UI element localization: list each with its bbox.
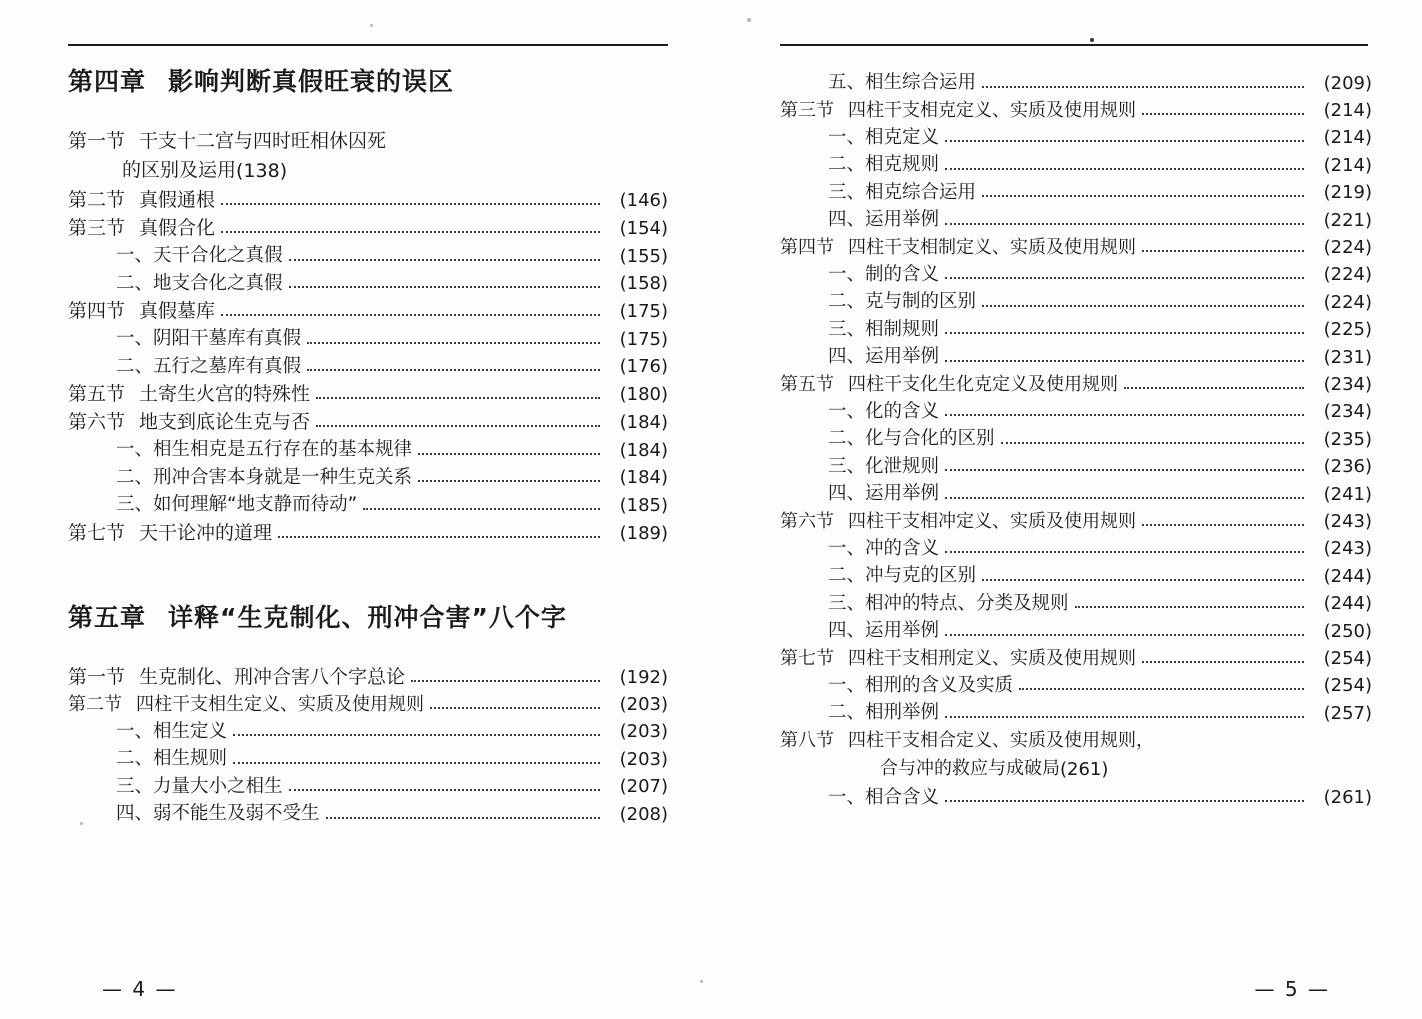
leader-dots xyxy=(289,258,600,261)
toc-entry[interactable] xyxy=(780,126,1372,148)
toc-entry[interactable] xyxy=(780,263,1372,285)
toc-page-number: (185) xyxy=(619,494,668,516)
toc-page-number: (236) xyxy=(1323,456,1372,477)
toc-entry-label: 一、相生相克是五行存在的基本规律 xyxy=(116,439,413,460)
toc-entry-label: 三、相克综合运用 xyxy=(828,181,977,203)
leader-dots xyxy=(316,396,600,399)
leader-dots xyxy=(1142,660,1304,663)
toc-entry-label: 二、克与制的区别 xyxy=(828,291,977,312)
toc-entry[interactable] xyxy=(68,693,668,715)
toc-entry-label: 三、化泄规则 xyxy=(828,455,940,477)
toc-entry-label: 第四节 真假墓库 xyxy=(68,300,216,322)
leader-dots xyxy=(982,578,1304,581)
toc-entry[interactable] xyxy=(780,704,1372,723)
toc-entry[interactable] xyxy=(780,786,1372,808)
toc-entry[interactable] xyxy=(68,521,668,544)
toc-entry[interactable] xyxy=(780,181,1372,203)
chapter-title-text: 影响判断真假旺衰的误区 xyxy=(168,67,455,96)
leader-dots xyxy=(363,507,600,510)
chapter-heading-4 xyxy=(68,62,668,98)
toc-entry-continuation[interactable] xyxy=(68,155,668,182)
toc-page-number: (203) xyxy=(619,748,668,770)
toc-entry[interactable] xyxy=(68,775,668,797)
toc-entry-label: 第五节 土寄生火宫的特殊性 xyxy=(68,383,311,405)
toc-page-number: (184) xyxy=(619,439,668,461)
toc-page-number: (203) xyxy=(619,721,668,742)
toc-entry-label: 第七节 天干论冲的道理 xyxy=(68,521,273,544)
toc-page-number: (175) xyxy=(619,301,668,322)
leader-dots xyxy=(945,633,1304,636)
leader-dots xyxy=(289,285,600,288)
toc-page-number: (154) xyxy=(619,218,668,239)
toc-page-number: (138) xyxy=(236,160,288,182)
leader-dots xyxy=(945,550,1304,553)
toc-list-left xyxy=(68,132,668,543)
right-page xyxy=(760,0,1390,1019)
header-rule-left xyxy=(68,44,668,46)
toc-page-number: (214) xyxy=(1323,154,1372,176)
toc-entry-label: 三、力量大小之相生 xyxy=(116,775,283,797)
toc-entry[interactable] xyxy=(780,236,1372,258)
toc-entry-label: 二、相刑举例 xyxy=(828,702,940,723)
leader-dots xyxy=(945,413,1304,416)
toc-entry-label: 第六节 地支到底论生克与否 xyxy=(68,411,311,433)
toc-entry-label: 合与冲的救应与成破局 xyxy=(880,757,1060,779)
toc-page-number: (203) xyxy=(619,693,668,715)
toc-entry-label: 二、相克规则 xyxy=(828,154,940,175)
toc-entry[interactable] xyxy=(780,74,1372,93)
toc-entry[interactable] xyxy=(68,330,668,349)
toc-entry[interactable] xyxy=(68,805,668,824)
toc-entry[interactable] xyxy=(68,441,668,460)
toc-page-number: (158) xyxy=(619,273,668,294)
toc-page-number: (189) xyxy=(619,522,668,544)
toc-list-left-2 xyxy=(68,665,668,825)
toc-entry-label: 一、相生定义 xyxy=(116,720,228,742)
toc-entry-label: 四、运用举例 xyxy=(828,483,940,504)
leader-dots xyxy=(945,359,1304,362)
leader-dots xyxy=(289,788,600,791)
toc-entry[interactable] xyxy=(780,211,1372,230)
left-page xyxy=(40,0,680,1019)
leader-dots xyxy=(1075,605,1304,608)
toc-entry-label: 第七节 四柱干支相刑定义、实质及使用规则 xyxy=(780,647,1136,669)
toc-entry[interactable] xyxy=(780,485,1372,504)
toc-entry-label: 二、地支合化之真假 xyxy=(116,272,283,294)
toc-page-number: (234) xyxy=(1323,401,1372,422)
toc-page-number: (254) xyxy=(1323,675,1372,696)
header-rule-mark xyxy=(1090,38,1094,42)
toc-entry-continuation[interactable] xyxy=(780,754,1372,780)
leader-dots xyxy=(233,733,600,736)
leader-dots xyxy=(411,679,600,682)
leader-dots xyxy=(221,202,600,205)
toc-entry[interactable] xyxy=(780,455,1372,477)
toc-entry[interactable] xyxy=(68,385,668,404)
leader-dots xyxy=(945,167,1304,170)
toc-entry[interactable] xyxy=(68,466,668,488)
toc-entry-label: 四、运用举例 xyxy=(828,346,940,367)
toc-page-number: (214) xyxy=(1323,127,1372,148)
toc-entry-label: 二、冲与克的区别 xyxy=(828,565,977,586)
leader-dots xyxy=(233,761,600,764)
leader-dots xyxy=(982,85,1304,88)
toc-page-number: (224) xyxy=(1323,236,1372,258)
toc-page-number: (243) xyxy=(1323,538,1372,559)
toc-entry-label: 一、化的含义 xyxy=(828,400,940,422)
toc-entry[interactable] xyxy=(780,510,1372,532)
toc-entry-label: 三、如何理解“地支静而待动” xyxy=(116,494,358,515)
toc-entry[interactable] xyxy=(780,156,1372,175)
toc-page-number: (225) xyxy=(1323,319,1372,340)
toc-page-number: (244) xyxy=(1323,593,1372,614)
toc-page-number: (207) xyxy=(619,776,668,797)
toc-entry-label: 第三节 四柱干支相克定义、实质及使用规则 xyxy=(780,99,1136,121)
toc-entry[interactable] xyxy=(780,674,1372,696)
toc-page-number: (219) xyxy=(1323,182,1372,203)
toc-entry-label: 第二节 真假通根 xyxy=(68,189,216,211)
leader-dots xyxy=(430,706,600,709)
toc-page-number: (192) xyxy=(619,666,668,688)
toc-page-number: (214) xyxy=(1323,99,1372,121)
toc-page-number: (254) xyxy=(1323,647,1372,669)
toc-entry[interactable] xyxy=(780,729,1372,751)
toc-entry[interactable] xyxy=(68,272,668,294)
leader-dots xyxy=(221,230,600,233)
toc-entry[interactable] xyxy=(780,592,1372,614)
toc-page-number: (175) xyxy=(619,328,668,350)
leader-dots xyxy=(945,715,1304,718)
leader-dots xyxy=(1001,441,1304,444)
leader-dots xyxy=(1124,386,1304,389)
toc-entry[interactable] xyxy=(780,430,1372,449)
toc-entry-label: 一、相刑的含义及实质 xyxy=(828,674,1014,696)
leader-dots xyxy=(307,341,600,344)
toc-list-right xyxy=(780,74,1372,807)
chapter-number: 第五章 xyxy=(68,602,147,632)
chapter-heading-5 xyxy=(68,598,668,634)
toc-entry-label: 第六节 四柱干支相冲定义、实质及使用规则 xyxy=(780,510,1136,532)
toc-page-number: (208) xyxy=(619,803,668,825)
leader-dots xyxy=(278,535,600,538)
toc-entry-label: 三、相冲的特点、分类及规则 xyxy=(828,592,1069,614)
toc-page-number: (184) xyxy=(619,412,668,433)
toc-entry[interactable] xyxy=(780,348,1372,367)
toc-entry[interactable] xyxy=(68,665,668,688)
leader-dots xyxy=(945,468,1304,471)
leader-dots xyxy=(982,304,1304,307)
leader-dots xyxy=(945,496,1304,499)
header-rule-right xyxy=(780,44,1368,46)
toc-page-number: (224) xyxy=(1323,291,1372,313)
toc-entry-label: 五、相生综合运用 xyxy=(828,72,977,93)
toc-page-number: (155) xyxy=(619,245,668,267)
toc-entry-label: 第一节 干支十二宫与四时旺相休囚死 xyxy=(68,130,387,152)
leader-dots xyxy=(945,331,1304,334)
toc-entry-label: 一、相克定义 xyxy=(828,126,940,148)
toc-entry[interactable] xyxy=(68,355,668,377)
page-number-left: — 4 — xyxy=(102,977,178,1001)
toc-entry-label: 第四节 四柱干支相制定义、实质及使用规则 xyxy=(780,236,1136,258)
toc-entry-label: 二、相生规则 xyxy=(116,748,228,769)
toc-page-number: (235) xyxy=(1323,428,1372,450)
toc-entry[interactable] xyxy=(68,191,668,210)
toc-page-number: (250) xyxy=(1323,620,1372,642)
leader-dots xyxy=(945,222,1304,225)
toc-entry[interactable] xyxy=(780,622,1372,641)
toc-entry[interactable] xyxy=(68,720,668,742)
leader-dots xyxy=(1142,523,1304,526)
toc-page-number: (176) xyxy=(619,356,668,377)
leader-dots xyxy=(1019,687,1304,690)
toc-page-number: (180) xyxy=(619,384,668,405)
toc-entry[interactable] xyxy=(780,99,1372,121)
toc-entry[interactable] xyxy=(780,293,1372,312)
toc-entry-label: 四、运用举例 xyxy=(828,209,940,230)
toc-entry[interactable] xyxy=(780,647,1372,669)
toc-page-number: (243) xyxy=(1323,510,1372,532)
toc-entry-label: 一、天干合化之真假 xyxy=(116,245,283,266)
page-speck xyxy=(700,980,703,983)
toc-entry-label: 三、相制规则 xyxy=(828,318,940,340)
toc-entry-label: 四、弱不能生及弱不受生 xyxy=(116,803,320,824)
leader-dots xyxy=(945,799,1304,802)
page-number-right: — 5 — xyxy=(1254,977,1330,1001)
toc-entry[interactable] xyxy=(780,567,1372,586)
toc-entry-label: 第八节 四柱干支相合定义、实质及使用规则， xyxy=(780,729,1154,751)
leader-dots xyxy=(307,368,600,371)
leader-dots xyxy=(982,194,1304,197)
toc-page-number: (224) xyxy=(1323,264,1372,285)
toc-entry[interactable] xyxy=(68,750,668,769)
toc-entry-label: 的区别及运用 xyxy=(122,159,237,181)
toc-page-number: (209) xyxy=(1323,72,1372,94)
leader-dots xyxy=(1142,249,1304,252)
toc-entry-label: 一、相合含义 xyxy=(828,786,940,808)
toc-page-number: (241) xyxy=(1323,483,1372,505)
toc-page-number: (146) xyxy=(619,190,668,211)
leader-dots xyxy=(418,479,600,482)
toc-entry[interactable] xyxy=(68,219,668,238)
page-speck xyxy=(747,18,751,22)
toc-entry[interactable] xyxy=(68,496,668,515)
leader-dots xyxy=(326,816,600,819)
toc-page-number: (234) xyxy=(1323,373,1372,395)
toc-page-number: (257) xyxy=(1323,702,1372,724)
toc-page-number: (261) xyxy=(1323,787,1372,808)
toc-entry[interactable] xyxy=(68,413,668,432)
toc-entry-label: 二、五行之墓库有真假 xyxy=(116,355,302,377)
toc-entry-label: 一、冲的含义 xyxy=(828,537,940,559)
toc-page-number: (231) xyxy=(1323,346,1372,368)
chapter-title-text: 详释“生克制化、刑冲合害”八个字 xyxy=(168,602,567,632)
leader-dots xyxy=(221,313,600,316)
toc-entry-label: 四、运用举例 xyxy=(828,620,940,641)
toc-entry-label: 第二节 四柱干支相生定义、实质及使用规则 xyxy=(68,693,424,715)
toc-page-number: (221) xyxy=(1323,209,1372,231)
toc-page-number: (244) xyxy=(1323,565,1372,587)
toc-entry-label: 二、化与合化的区别 xyxy=(828,428,995,449)
toc-entry[interactable] xyxy=(780,400,1372,422)
toc-entry[interactable] xyxy=(68,302,668,321)
toc-page-number: (261) xyxy=(1060,758,1109,780)
toc-entry[interactable] xyxy=(780,318,1372,340)
toc-page-number: (184) xyxy=(619,467,668,488)
toc-entry-label: 一、制的含义 xyxy=(828,263,940,285)
leader-dots xyxy=(1142,112,1304,115)
toc-entry-label: 第三节 真假合化 xyxy=(68,217,216,239)
toc-entry-label: 第五节 四柱干支化生化克定义及使用规则 xyxy=(780,373,1118,395)
leader-dots xyxy=(418,452,600,455)
chapter-number: 第四章 xyxy=(68,67,147,96)
toc-entry[interactable] xyxy=(780,373,1372,395)
leader-dots xyxy=(316,424,600,427)
leader-dots xyxy=(945,276,1304,279)
toc-entry-label: 一、阴阳干墓库有真假 xyxy=(116,328,302,349)
toc-entry-label: 二、刑冲合害本身就是一种生克关系 xyxy=(116,466,413,488)
toc-entry-label: 第一节 生克制化、刑冲合害八个字总论 xyxy=(68,665,406,688)
toc-entry[interactable] xyxy=(68,247,668,266)
toc-entry[interactable] xyxy=(68,132,668,151)
toc-entry[interactable] xyxy=(780,537,1372,559)
leader-dots xyxy=(945,139,1304,142)
